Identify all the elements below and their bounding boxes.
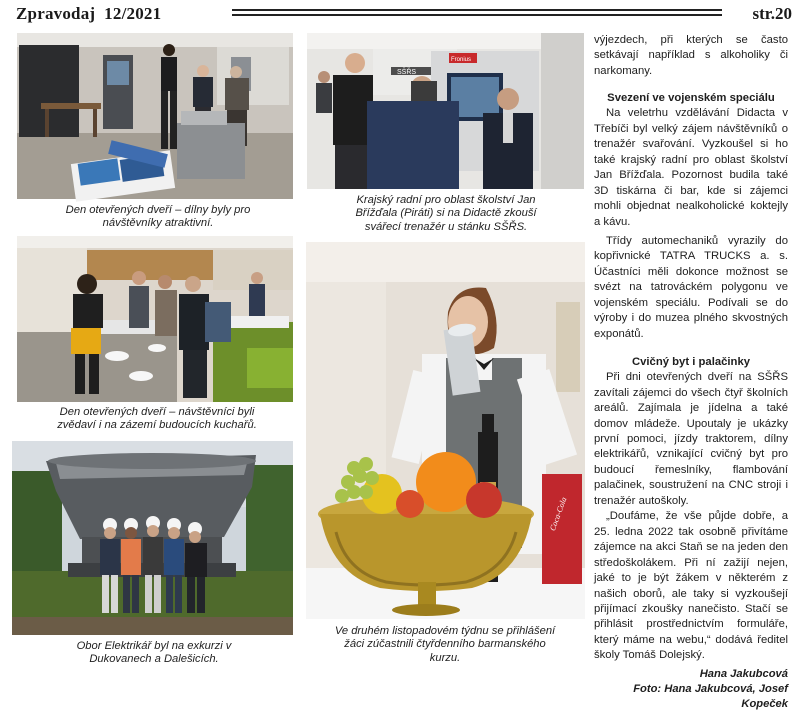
article-paragraph: Třídy automechaniků vyrazily do kopřivnické TATRA TRUCKS a. s. Účastníci měli dokonce možnost se svézt na tatrováckém polygonu ve vojenském speciálu. Podívali se do výroby i do muzea plného skvostných exponátů. (594, 234, 788, 340)
subheading-military: Svezení ve vojenském speciálu (607, 92, 775, 105)
header-rule-bottom (232, 14, 722, 16)
page-number: str.20 (752, 4, 792, 23)
caption-kitchen: Den otevřených dveří – návštěvníci byli zvědaví i na zázemí budoucích kuchařů. (57, 406, 257, 432)
excursion-photo-art (12, 441, 293, 635)
welding-photo-art (307, 33, 584, 189)
article-paragraph: výjezdech, při kterých se často setkávají například s alkoholiky či narkomany. (594, 34, 788, 77)
caption-workshop: Den otevřených dveří – dílny byly pro návštěvníky atraktivní. (65, 204, 251, 230)
article-paragraph: „Doufáme, že vše půjde dobře, a 25. ledna 2022 tak osobně přivítáme zájemce na akci Staň se na jeden den středoškolákem. Při ní zažijí nejen, jaké to je být žákem v některém z našich oborů, ale taky si vyzkoušejí přijímací zkoušky nanečisto. Stačí se přihlásit prostřednictvím formuláře, který máme na webu,“ dodává ředitel školy Tomáš Dolejský. (594, 510, 788, 662)
workshop-photo-art (17, 33, 293, 199)
article-paragraph: Na veletrhu vzdělávání Didacta v Třebíči byl velký zájem návštěvníků o trenažér svařování. Vyzkoušel si ho také krajský radní pro oblast školství Jan Břížďala. Pozornost budila také 3D tiskárna či bar, kde si zájemci mohli objednat nealkoholické koktejly a kávu. (594, 107, 788, 228)
photo-workshop (17, 33, 293, 199)
kitchen-photo-art (17, 236, 293, 402)
photo-excursion (12, 441, 293, 635)
photo-credits: Foto: Hana Jakubcová, Josef Kopeček (633, 682, 788, 710)
photo-kitchen (17, 236, 293, 402)
header-rule-top (232, 9, 722, 11)
article-paragraph: Při dni otevřených dveří na SŠŘS zavítali zájemci do všech čtyř školních areálů. Zajímala je jídelna a také domov mládeže. Upoutaly je ukázky první pomoci, jízdy traktorem, dílny elektrikářů, vznikající cvičný byt pro budoucí řemeslníky, flambování palačinek, soustružení na CNC stroji i trenažér autoškoly. (594, 371, 788, 507)
caption-welding: Krajský radní pro oblast školství Jan Břížďala (Piráti) si na Didactě zkouší svářecí trenažér u stánku SŠŘS. (355, 194, 537, 233)
article-column (594, 33, 788, 712)
photo-barman (306, 242, 585, 619)
bottle-label-text: Coca-Cola (548, 496, 569, 533)
booth-sign-text: SŠŘS (397, 69, 417, 76)
barman-photo-art (306, 242, 585, 619)
caption-barman: Ve druhém listopadovém týdnu se přihlášení žáci zúčastnili čtyřdenního barmanského kurzu. (334, 625, 556, 664)
author-signature: Hana Jakubcová (699, 667, 788, 680)
subheading-flat: Cvičný byt i palačinky (631, 356, 751, 369)
photo-welding (307, 33, 584, 189)
caption-excursion: Obor Elektrikář byl na exkurzi v Dukovanech a Dalešicích. (76, 640, 232, 666)
trainer-brand-text: Fronius (451, 57, 472, 63)
issue-number: 12/2021 (104, 4, 162, 23)
publication-name: Zpravodaj (16, 4, 96, 23)
masthead-title (16, 4, 161, 24)
